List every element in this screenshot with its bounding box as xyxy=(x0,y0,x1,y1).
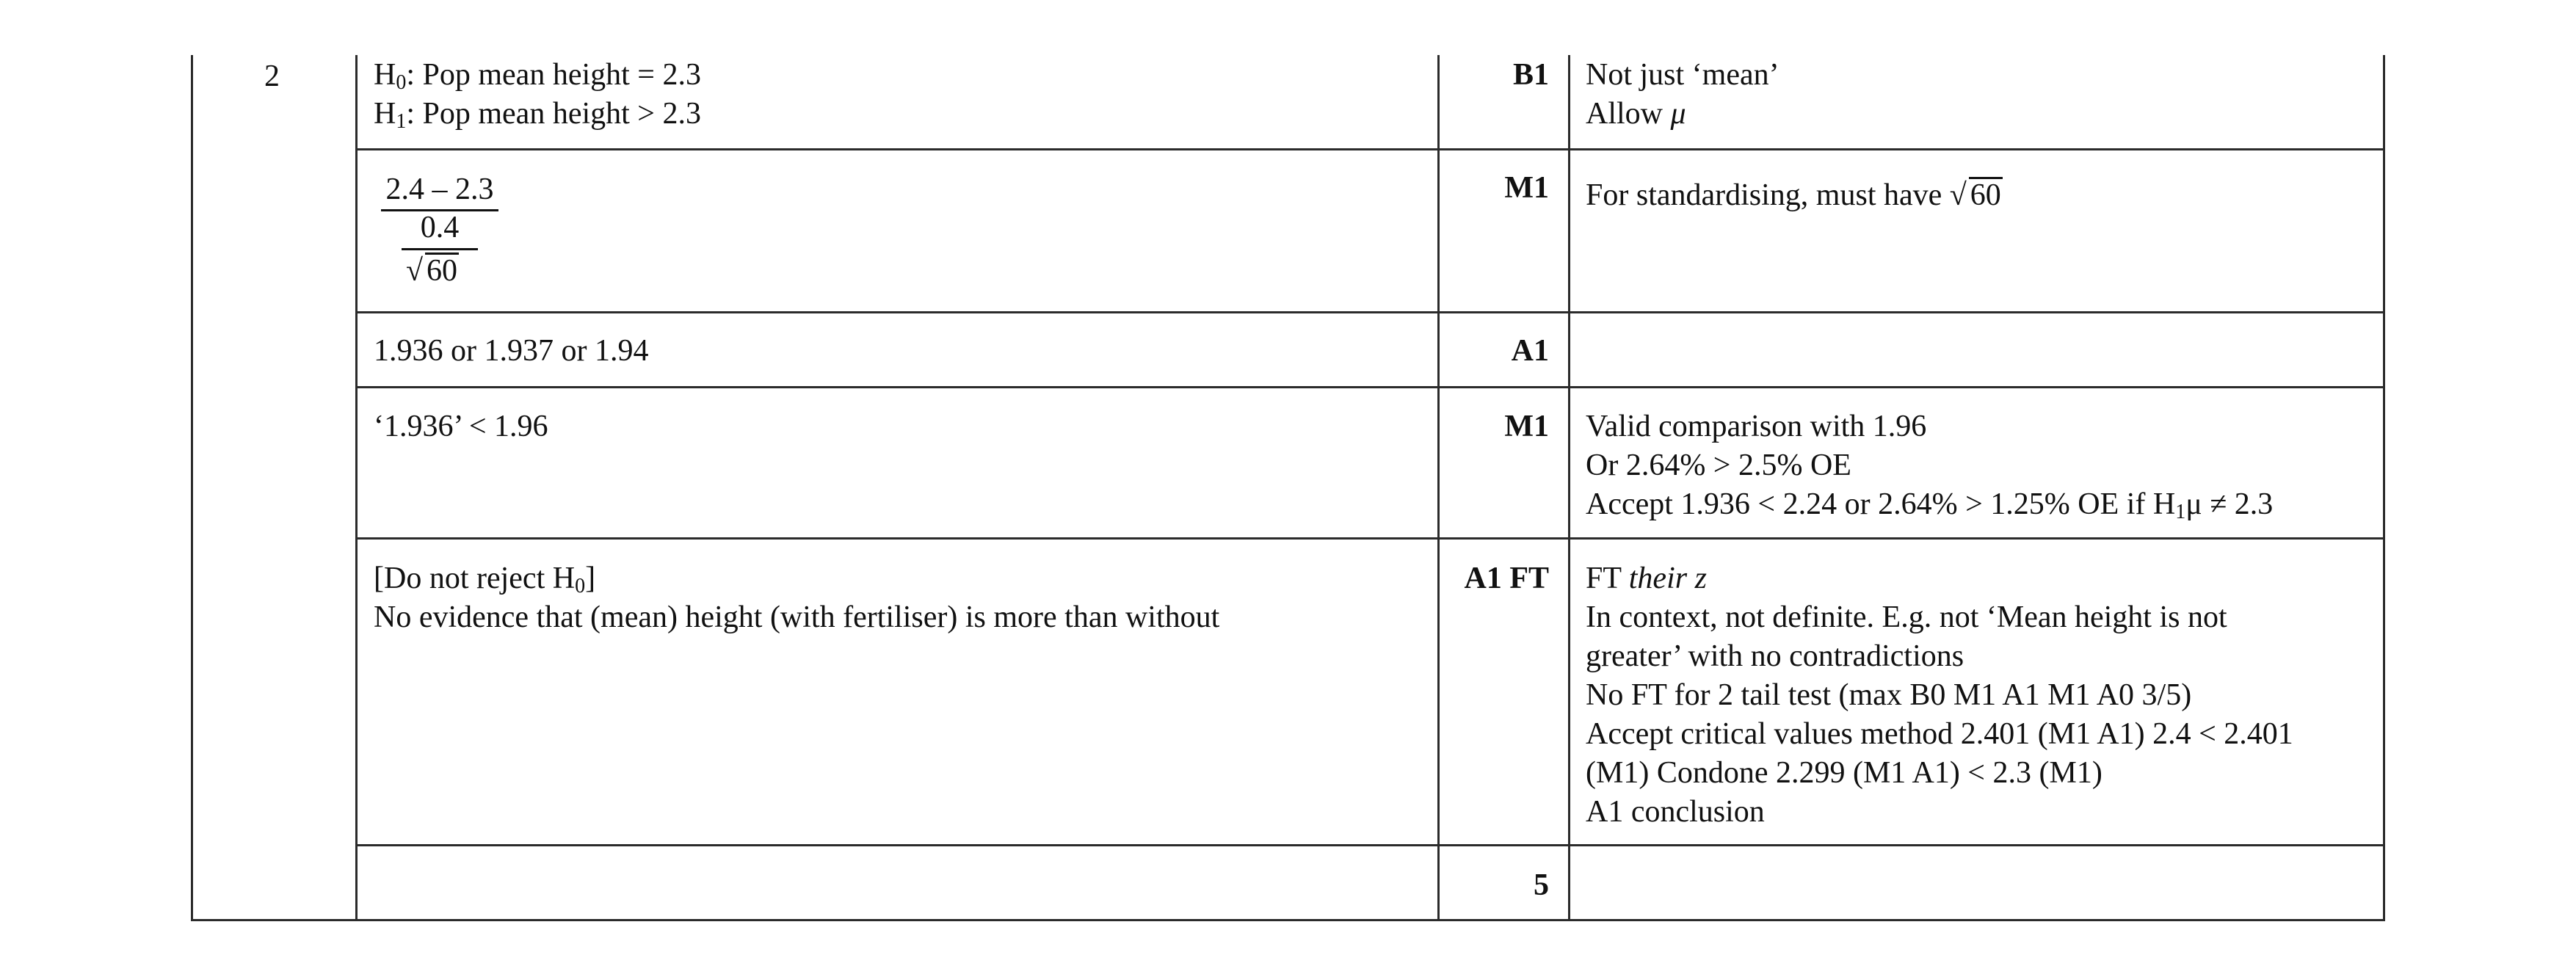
fraction-denominator-top: 0.4 xyxy=(420,211,460,244)
guidance-hypotheses: Not just ‘mean’ Allow μ xyxy=(1586,58,1779,131)
row-divider xyxy=(355,386,2385,388)
row-divider xyxy=(355,311,2385,313)
table-border-bottom xyxy=(191,919,2385,921)
guidance-conclusion: FT their z In context, not definite. E.g. not ‘Mean height is not greater’ with no contradictions No FT for 2 tail test (max B0 M1 A1 M1 A0 3/5) Accept critical values method 2.401 (M1 A1) 2.4 < 2.401 (M1) Condone 2.299 (M1 A1) < 2.3 (M1) A1 conclusion xyxy=(1586,562,2293,829)
row-divider xyxy=(355,844,2385,846)
mark-m1-comparison: M1 xyxy=(1504,410,1549,443)
fraction-numerator: 2.4 – 2.3 xyxy=(385,172,494,206)
table-border-left xyxy=(191,55,193,921)
row-divider xyxy=(355,148,2385,150)
mark-a1-ft: A1 FT xyxy=(1464,562,1549,595)
guidance-comparison: Valid comparison with 1.96 Or 2.64% > 2.5% OE Accept 1.936 < 2.24 or 2.64% > 1.25% OE if $H_1\mu \ne 2.3$ xyxy=(1586,410,2274,523)
mark-m1-standardising: M1 xyxy=(1504,171,1549,205)
fraction-bar-inner xyxy=(402,248,478,250)
conclusion-response: [Do not reject $H_0$] No evidence that (mean) height (with fertiliser) is more than without xyxy=(374,562,1220,634)
question-number: 2 xyxy=(264,59,280,93)
mark-b1: B1 xyxy=(1512,58,1549,92)
mark-a1-z-value: A1 xyxy=(1511,334,1549,368)
column-divider-response xyxy=(1437,55,1440,921)
row-divider xyxy=(355,537,2385,540)
guidance-standardising: For standardising, must have √ 60 xyxy=(1586,178,2001,212)
column-divider-question xyxy=(355,55,358,921)
fraction-denominator-root: √ 60 xyxy=(406,254,457,288)
hypotheses-response: $H_0$: Pop mean height = 2.3 $H_1$: Pop mean height > 2.3 xyxy=(374,58,701,133)
total-marks: 5 xyxy=(1534,868,1549,902)
z-value-response: 1.936 or 1.937 or 1.94 xyxy=(374,334,649,368)
column-divider-marks xyxy=(1568,55,1570,921)
table-border-right xyxy=(2383,55,2385,921)
comparison-response: ‘1.936’ < 1.96 xyxy=(374,410,548,443)
